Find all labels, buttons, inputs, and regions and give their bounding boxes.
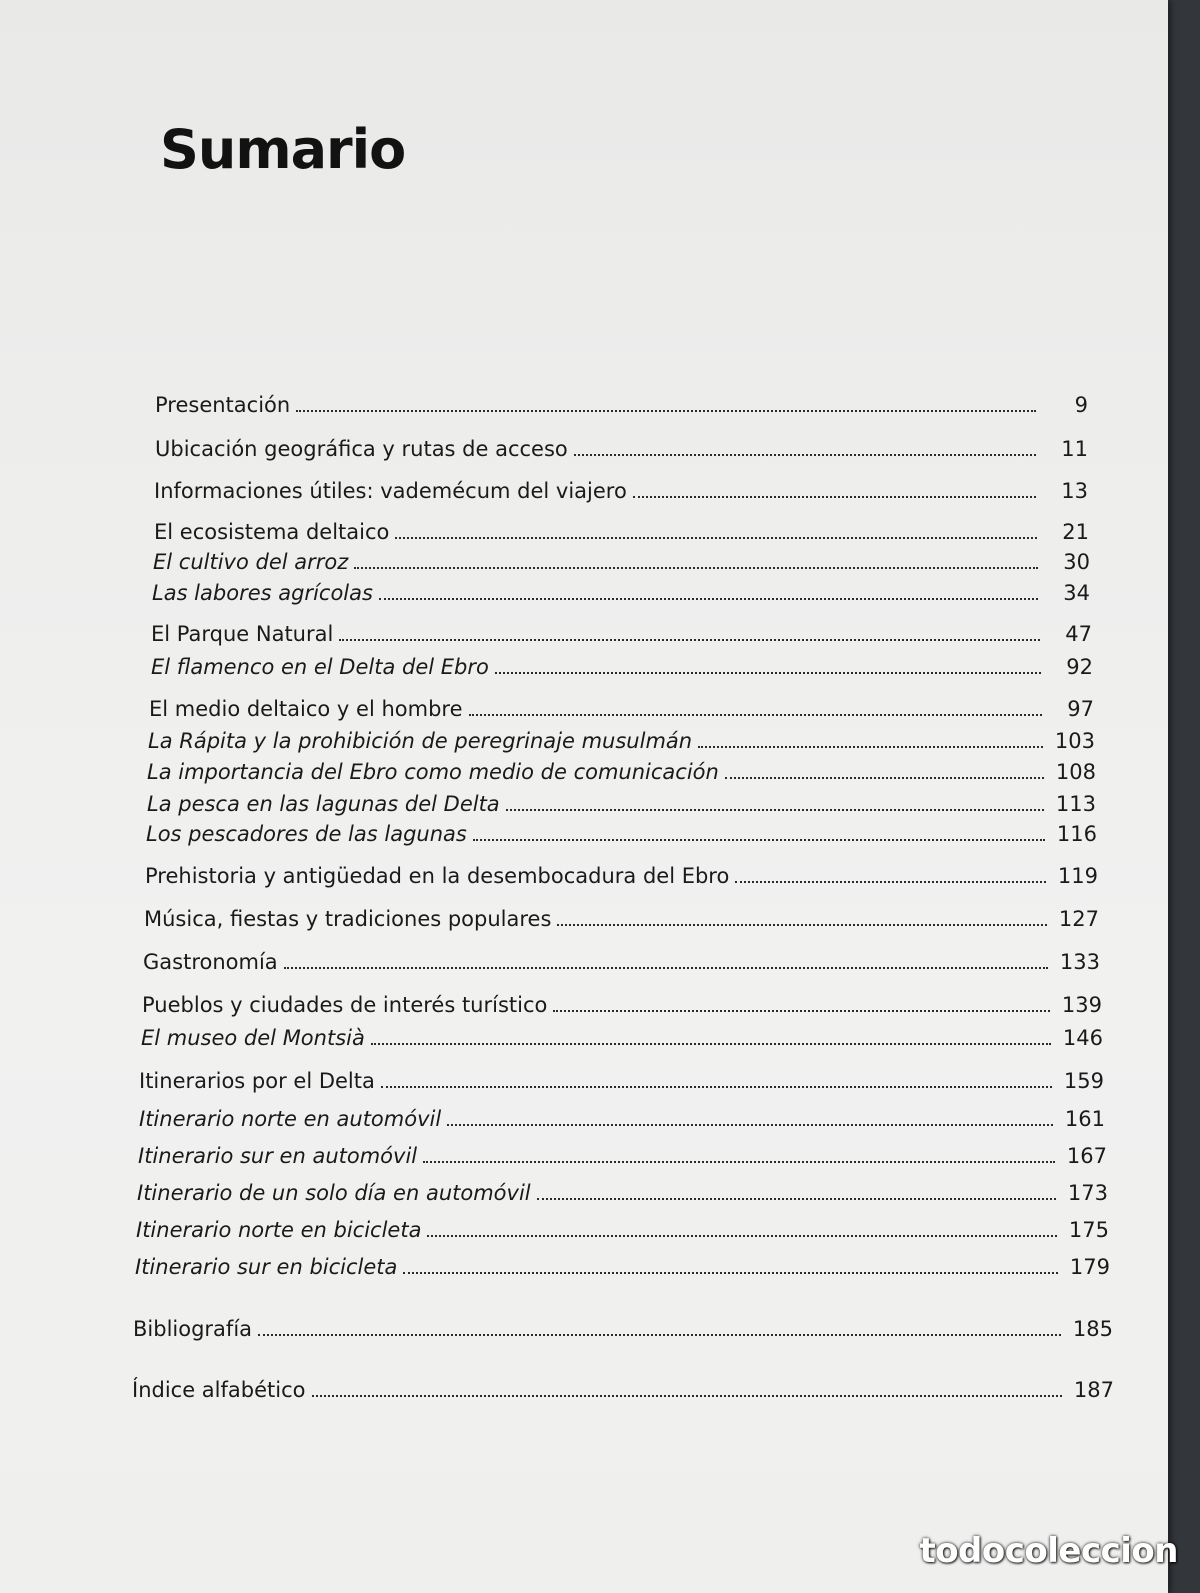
toc-dot-leader [574, 454, 1036, 456]
toc-entry-page-number: 103 [1054, 729, 1095, 753]
toc-entry-page-number: 113 [1055, 792, 1096, 816]
toc-entry-title: Itinerario norte en automóvil [139, 1107, 442, 1131]
toc-dot-leader [553, 1010, 1050, 1012]
toc-entry [143, 950, 1100, 980]
toc-entry-title: La Rápita y la prohibición de peregrinaje musulmán [148, 729, 693, 753]
toc-entry-title: El cultivo del arroz [153, 550, 349, 574]
toc-entry-page-number: 185 [1072, 1317, 1113, 1341]
toc-entry [155, 393, 1088, 423]
toc-entry-page-number: 119 [1057, 864, 1098, 888]
toc-entry-title: Itinerario sur en automóvil [138, 1144, 418, 1168]
toc-entry-title: Ubicación geográfica y rutas de acceso [155, 437, 568, 461]
toc-dot-leader [354, 567, 1038, 569]
toc-dot-leader [423, 1161, 1055, 1163]
toc-entry-title: Itinerario de un solo día en automóvil [137, 1181, 531, 1205]
toc-entry-page-number: 161 [1064, 1107, 1105, 1131]
toc-entry-page-number: 21 [1062, 520, 1089, 544]
toc-dot-leader [447, 1124, 1053, 1126]
toc-entry [154, 520, 1089, 550]
toc-entry-title: Presentación [155, 393, 291, 417]
toc-entry-page-number: 179 [1069, 1255, 1110, 1279]
toc-dot-leader [495, 672, 1041, 674]
toc-entry [136, 1218, 1109, 1248]
toc-entry-title: Índice alfabético [132, 1378, 306, 1402]
toc-entry [149, 697, 1094, 727]
page-title: Sumario [160, 118, 406, 181]
toc-entry-page-number: 175 [1068, 1218, 1109, 1242]
toc-entry [137, 1181, 1108, 1211]
toc-dot-leader [381, 1086, 1052, 1088]
toc-entry-title: Los pescadores de las lagunas [146, 822, 467, 846]
toc-dot-leader [379, 598, 1038, 600]
toc-entry-page-number: 146 [1062, 1026, 1103, 1050]
toc-dot-leader [698, 746, 1043, 748]
toc-entry [151, 622, 1092, 652]
toc-entry [152, 581, 1090, 611]
toc-dot-leader [403, 1272, 1058, 1274]
toc-entry [142, 993, 1102, 1023]
toc-entry-title: La pesca en las lagunas del Delta [147, 792, 500, 816]
toc-entry [144, 907, 1099, 937]
toc-entry-title: Itinerarios por el Delta [139, 1069, 375, 1093]
toc-entry-title: Música, fiestas y tradiciones populares [144, 907, 552, 931]
toc-entry [141, 1026, 1103, 1056]
toc-entry-page-number: 167 [1066, 1144, 1107, 1168]
toc-entry [145, 864, 1098, 894]
toc-entry-page-number: 97 [1067, 697, 1094, 721]
toc-entry-title: Bibliografía [133, 1317, 253, 1341]
toc-dot-leader [312, 1395, 1063, 1397]
toc-dot-leader [427, 1235, 1057, 1237]
toc-dot-leader [258, 1334, 1061, 1336]
toc-dot-leader [371, 1043, 1051, 1045]
toc-entry-title: Las labores agrícolas [152, 581, 373, 605]
toc-entry [135, 1255, 1110, 1285]
watermark-logo: todocoleccion [919, 1531, 1178, 1571]
toc-entry-page-number: 34 [1063, 581, 1090, 605]
toc-dot-leader [506, 809, 1044, 811]
toc-entry-page-number: 9 [1074, 393, 1088, 417]
toc-entry-page-number: 11 [1061, 437, 1088, 461]
toc-dot-leader [296, 410, 1036, 412]
toc-dot-leader [473, 839, 1045, 841]
toc-entry-title: El museo del Montsià [141, 1026, 365, 1050]
toc-entry-title: Prehistoria y antigüedad en la desembocadura del Ebro [145, 864, 730, 888]
toc-entry [155, 437, 1088, 467]
toc-entry-title: El medio deltaico y el hombre [149, 697, 463, 721]
toc-entry-page-number: 173 [1067, 1181, 1108, 1205]
toc-entry-page-number: 47 [1065, 622, 1092, 646]
toc-entry-title: La importancia del Ebro como medio de comunicación [147, 760, 719, 784]
toc-entry [147, 760, 1096, 790]
toc-entry [153, 550, 1090, 580]
toc-entry [154, 479, 1088, 509]
toc-dot-leader [735, 881, 1046, 883]
toc-entry-page-number: 139 [1061, 993, 1102, 1017]
toc-dot-leader [557, 924, 1047, 926]
toc-entry-title: El Parque Natural [151, 622, 334, 646]
toc-entry-title: El ecosistema deltaico [154, 520, 390, 544]
toc-entry-page-number: 13 [1061, 479, 1088, 503]
toc-dot-leader [633, 496, 1036, 498]
toc-entry-page-number: 127 [1058, 907, 1099, 931]
toc-entry [146, 822, 1097, 852]
toc-entry [132, 1378, 1114, 1408]
toc-entry [133, 1317, 1113, 1347]
toc-entry-page-number: 108 [1055, 760, 1096, 784]
toc-dot-leader [284, 967, 1048, 969]
toc-entry-title: Pueblos y ciudades de interés turístico [142, 993, 548, 1017]
toc-entry-page-number: 159 [1063, 1069, 1104, 1093]
toc-dot-leader [339, 639, 1040, 641]
toc-dot-leader [725, 777, 1044, 779]
toc-entry-title: Itinerario sur en bicicleta [135, 1255, 398, 1279]
toc-entry-title: El flamenco en el Delta del Ebro [151, 655, 489, 679]
toc-entry-page-number: 187 [1073, 1378, 1114, 1402]
toc-entry-page-number: 30 [1063, 550, 1090, 574]
toc-entry-page-number: 92 [1066, 655, 1093, 679]
toc-entry [151, 655, 1093, 685]
toc-entry [139, 1107, 1105, 1137]
toc-entry-page-number: 133 [1059, 950, 1100, 974]
toc-entry [148, 729, 1095, 759]
toc-entry [147, 792, 1096, 822]
toc-entry-title: Itinerario norte en bicicleta [136, 1218, 422, 1242]
toc-entry [138, 1144, 1107, 1174]
toc-entry-page-number: 116 [1056, 822, 1097, 846]
toc-dot-leader [537, 1198, 1056, 1200]
toc-dot-leader [469, 714, 1042, 716]
toc-dot-leader [395, 537, 1037, 539]
toc-entry-title: Informaciones útiles: vademécum del viajero [154, 479, 627, 503]
toc-entry-title: Gastronomía [143, 950, 278, 974]
toc-entry [139, 1069, 1104, 1099]
